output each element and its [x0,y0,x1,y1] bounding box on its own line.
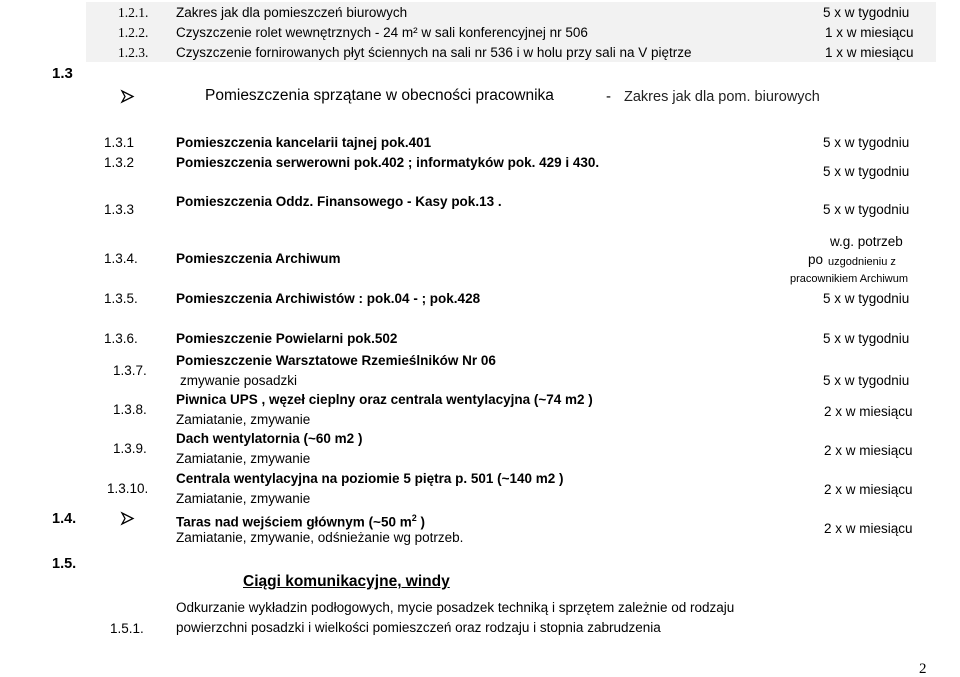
item-number: 1.3.9. [113,441,147,456]
section-dash: - [606,88,611,105]
item-text-line: Odkurzanie wykładzin podłogowych, mycie posadzek techniką i sprzętem zależnie od rodzaju [176,600,735,615]
section-text-main: Taras nad wejściem głównym (~50 m [176,514,412,530]
item-number: 1.3.5. [104,291,138,306]
item-frequency: 5 x w tygodniu [823,331,910,346]
section-subtext: Zamiatanie, zmywanie, odśnieżanie wg potrzeb. [176,530,464,545]
section-note: Zakres jak dla pom. biurowych [624,89,820,105]
item-frequency: uzgodnieniu z [828,256,896,268]
item-subtext: Zamiatanie, zmywanie [176,491,311,506]
section-heading: Ciągi komunikacyjne, windy [243,573,450,590]
item-frequency: 2 x w miesiącu [824,482,913,497]
item-number: 1.3.10. [107,481,149,496]
item-text-line: powierzchni posadzki i wielkości pomieszczeń oraz rodzaju i stopnia zabrudzenia [176,620,661,635]
item-frequency: 5 x w tygodniu [823,291,910,306]
section-number: 1.5. [52,556,77,572]
item-subtext: Zamiatanie, zmywanie [176,451,311,466]
item-number: 1.3.3 [104,202,135,217]
item-frequency: 5 x w tygodniu [823,373,910,388]
item-number: 1.3.7. [113,363,147,378]
item-text: Pomieszczenia Archiwum [176,251,341,266]
item-text: Centrala wentylacyjna na poziomie 5 piętra p. 501 (~140 m2 ) [176,471,564,486]
row-text: Czyszczenie rolet wewnętrznych - 24 m² w sali konferencyjnej nr 506 [176,25,588,40]
arrow-bullet-icon [120,511,135,526]
row-number: 1.2.1. [118,5,149,20]
item-number: 1.3.8. [113,402,147,417]
item-frequency: 5 x w tygodniu [823,164,910,179]
page-number: 2 [919,661,927,677]
item-frequency: 2 x w miesiącu [824,443,913,458]
item-frequency: pracownikiem Archiwum [790,273,908,285]
section-heading: Pomieszczenia sprzątane w obecności pracownika [205,87,554,104]
item-number: 1.3.4. [104,251,138,266]
item-text: Pomieszczenia kancelarii tajnej pok.401 [176,135,432,150]
row-frequency: 5 x w tygodniu [823,5,910,20]
item-number: 1.3.6. [104,331,138,346]
item-frequency: w.g. potrzeb [830,234,903,249]
item-number: 1.3.2 [104,155,135,170]
item-text: Pomieszczenia Oddz. Finansowego - Kasy pok.13 . [176,194,502,209]
item-number: 1.3.1 [104,135,135,150]
row-text: Zakres jak dla pomieszczeń biurowych [176,5,408,20]
item-text: Pomieszczenie Warsztatowe Rzemieślników Nr 06 [176,353,496,368]
item-text: Pomieszczenia Archiwistów : pok.04 - ; pok.428 [176,291,481,306]
item-text: Piwnica UPS , węzeł cieplny oraz centrala wentylacyjna (~74 m2 ) [176,392,593,407]
item-frequency-prefix: po [808,252,824,267]
row-frequency: 1 x w miesiącu [825,45,914,60]
row-frequency: 1 x w miesiącu [825,25,914,40]
section-text-end: ) [416,514,425,530]
section-number: 1.3 [52,65,73,82]
item-frequency: 5 x w tygodniu [823,202,910,217]
section-frequency: 2 x w miesiącu [824,521,913,536]
item-subtext: Zamiatanie, zmywanie [176,412,311,427]
item-subtext: zmywanie posadzki [180,373,298,388]
item-frequency: 5 x w tygodniu [823,135,910,150]
item-text: Pomieszczenie Powielarni pok.502 [176,331,398,346]
item-frequency: 2 x w miesiącu [824,404,913,419]
item-text: Pomieszczenia serwerowni pok.402 ; informatyków pok. 429 i 430. [176,155,600,170]
section-text [176,510,425,531]
item-text: Dach wentylatornia (~60 m2 ) [176,431,363,446]
row-number: 1.2.2. [118,25,149,40]
row-text: Czyszczenie fornirowanych płyt ściennych na sali nr 536 i w holu przy sali na V piętrze [176,45,692,60]
item-number: 1.5.1. [110,621,144,636]
superscript: 2 [411,513,417,523]
arrow-bullet-icon [120,89,135,104]
row-number: 1.2.3. [118,45,149,60]
section-number: 1.4. [52,511,77,527]
